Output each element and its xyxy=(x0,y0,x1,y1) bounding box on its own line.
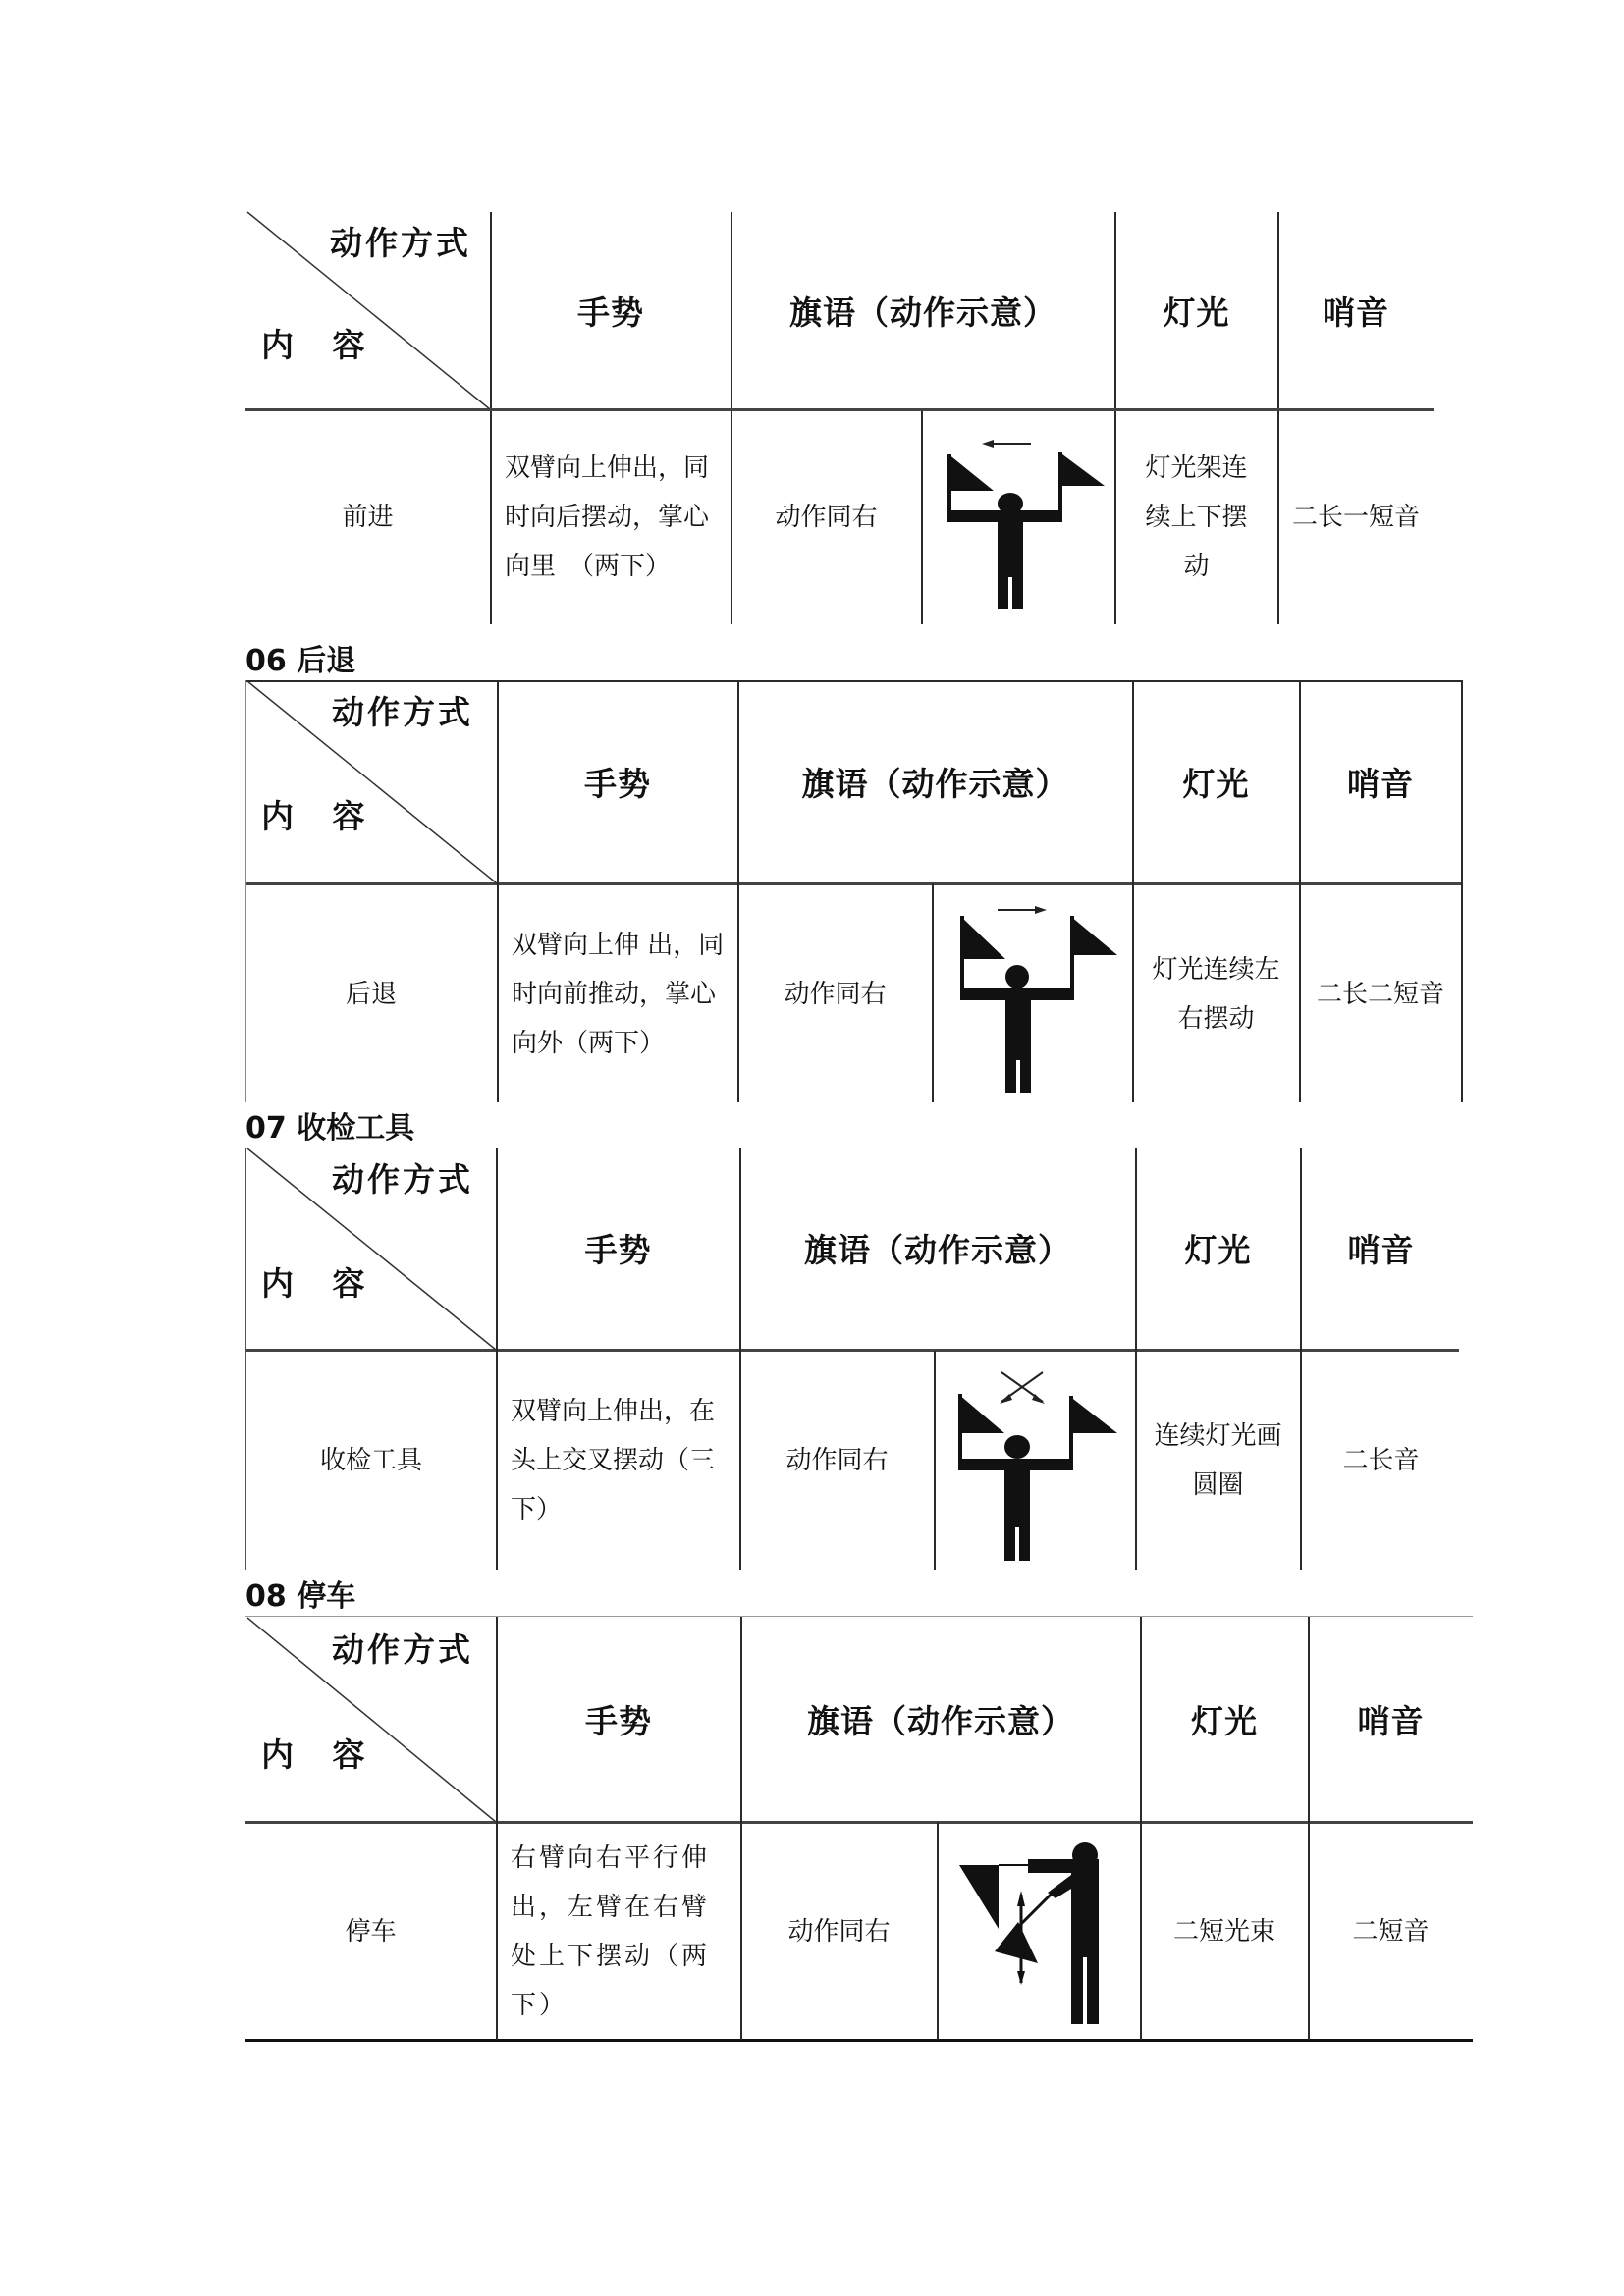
header-diag-bottom: 内 容 xyxy=(261,1264,379,1303)
header-flag: 旗语（动作示意） xyxy=(789,293,1056,332)
row-gesture: 右臂向右平行伸出，左臂在右臂处上下摆动（两下） xyxy=(511,1842,711,2020)
header-gesture: 手势 xyxy=(584,1231,652,1269)
row-flag-text: 动作同右 xyxy=(775,503,878,532)
header-light: 灯光 xyxy=(1184,1231,1252,1269)
header-flag: 旗语（动作示意） xyxy=(804,1231,1071,1269)
row-flag-text: 动作同右 xyxy=(787,1916,891,1947)
row-whistle: 二短音 xyxy=(1352,1916,1430,1947)
row-whistle: 二长音 xyxy=(1342,1446,1420,1475)
header-diag-top: 动作方式 xyxy=(330,224,471,262)
header-diag-bottom: 内 容 xyxy=(261,1735,379,1774)
row-whistle: 二长一短音 xyxy=(1291,503,1420,532)
header-light: 灯光 xyxy=(1191,1701,1258,1740)
section-heading-06: 06 后退 xyxy=(245,644,356,678)
flagman-stop-icon xyxy=(957,1836,1134,2032)
row-light: 灯光架连续上下摆动 xyxy=(1145,454,1248,581)
row-flag-text: 动作同右 xyxy=(785,1446,889,1475)
row-gesture: 双臂向上伸 出，同时向前推动，掌心向外（两下） xyxy=(512,930,725,1058)
header-flag: 旗语（动作示意） xyxy=(807,1701,1074,1740)
row-whistle: 二长二短音 xyxy=(1316,979,1444,1009)
row-content: 停车 xyxy=(345,1916,397,1947)
header-diag-top: 动作方式 xyxy=(332,1160,473,1199)
header-light: 灯光 xyxy=(1163,293,1230,332)
header-gesture: 手势 xyxy=(584,765,651,803)
header-diag-top: 动作方式 xyxy=(332,1630,473,1669)
row-light: 连续灯光画圆圈 xyxy=(1154,1421,1282,1500)
row-content: 收检工具 xyxy=(319,1446,422,1475)
header-flag: 旗语（动作示意） xyxy=(801,765,1069,803)
header-gesture: 手势 xyxy=(577,293,644,332)
row-light: 灯光连续左右摆动 xyxy=(1152,954,1280,1034)
header-diag-bottom: 内 容 xyxy=(261,326,379,364)
header-diag-bottom: 内 容 xyxy=(261,797,379,835)
header-gesture: 手势 xyxy=(585,1701,652,1740)
header-diag-top: 动作方式 xyxy=(332,693,473,731)
header-light: 灯光 xyxy=(1182,765,1250,803)
row-content: 后退 xyxy=(345,979,397,1009)
row-gesture: 双臂向上伸出，同时向后摆动，掌心向里 （两下） xyxy=(505,454,710,581)
section-heading-07: 07 收检工具 xyxy=(245,1111,415,1146)
row-content: 前进 xyxy=(342,503,394,532)
row-flag-text: 动作同右 xyxy=(784,979,887,1009)
section-heading-08: 08 停车 xyxy=(245,1579,356,1614)
header-whistle: 哨音 xyxy=(1347,1231,1415,1269)
header-whistle: 哨音 xyxy=(1357,1701,1425,1740)
row-light: 二短光束 xyxy=(1172,1916,1275,1947)
header-whistle: 哨音 xyxy=(1323,293,1389,332)
header-whistle: 哨音 xyxy=(1347,765,1414,803)
row-gesture: 双臂向上伸出，在头上交叉摆动（三下） xyxy=(511,1397,716,1524)
